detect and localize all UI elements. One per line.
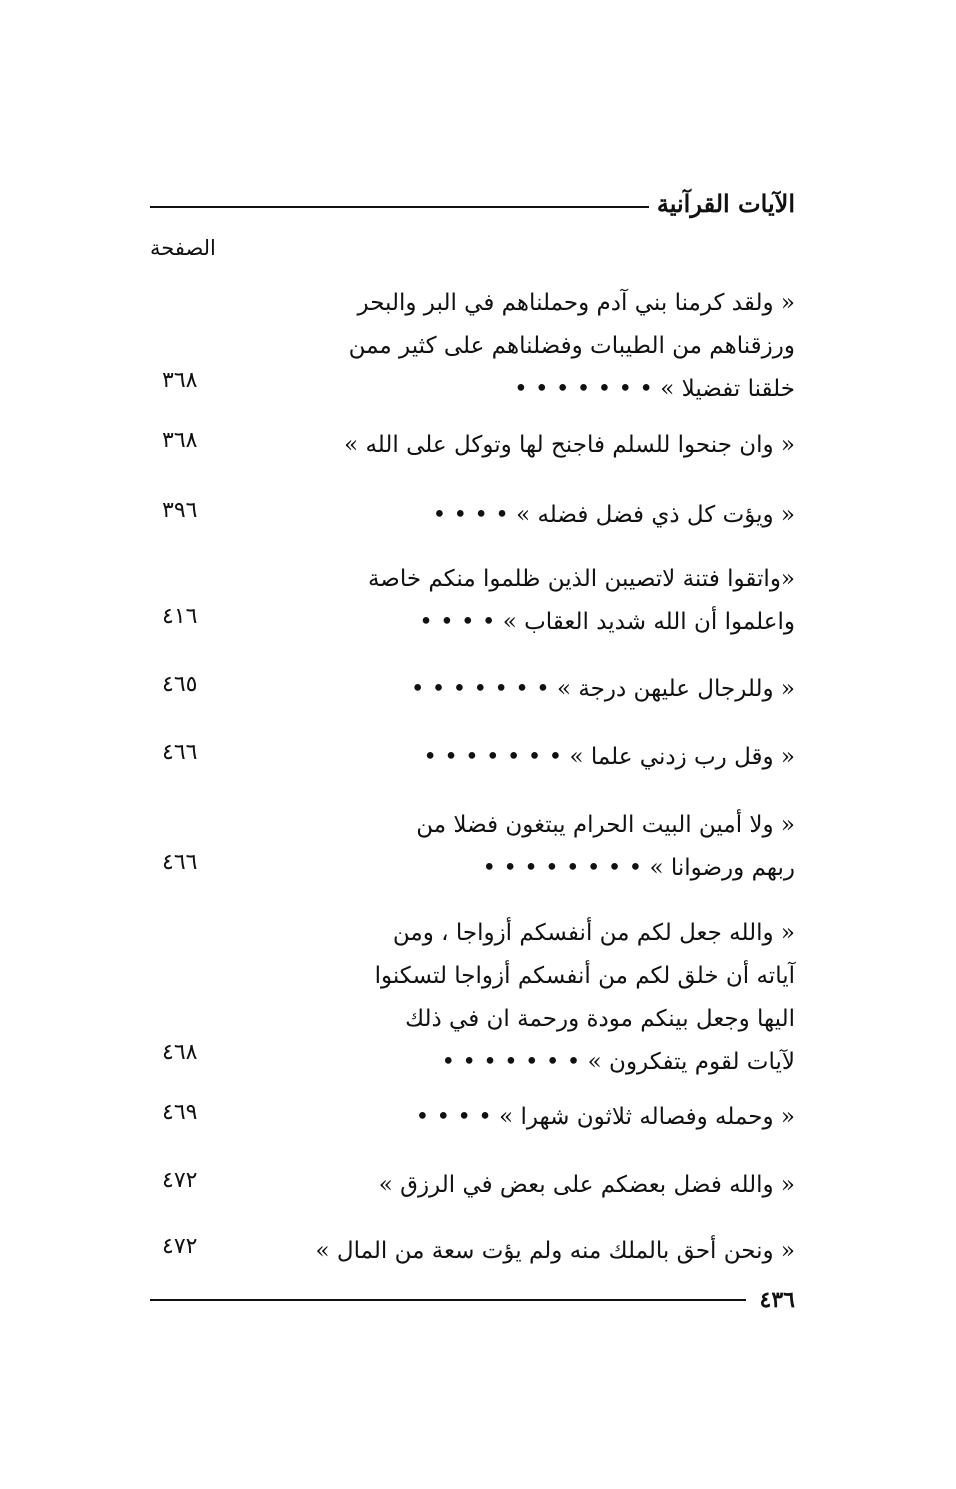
header-rule: [150, 206, 649, 208]
page-footer: [150, 1285, 795, 1315]
verse-line: « ونحن أحق بالملك منه ولم يؤت سعة من المال »: [315, 1238, 795, 1264]
verse-text: [348, 282, 795, 411]
page-number: ٤٧٢: [162, 1234, 198, 1259]
page-number: ٤٦٦: [162, 850, 198, 875]
verse-text: [363, 494, 795, 537]
verse-text: [363, 912, 795, 1084]
verse-text: [363, 1164, 795, 1207]
verse-line: اليها وجعل بينكم مودة ورحمة ان في ذلك: [405, 1006, 795, 1032]
verse-line: لآيات لقوم يتفكرون » • • • • • • •: [441, 1049, 795, 1075]
header-title: الآيات القرآنية: [656, 189, 795, 218]
verse-text: [363, 804, 795, 890]
page-number: ٤١٦: [162, 604, 198, 629]
verse-line: « وحمله وفصاله ثلاثون شهرا » • • • •: [415, 1104, 795, 1130]
folio-page-number: ٤٣٦: [759, 1287, 795, 1313]
page-number: ٣٦٨: [162, 368, 198, 393]
verse-line: « والله فضل بعضكم على بعض في الرزق »: [378, 1172, 795, 1198]
verse-text: [344, 424, 795, 467]
verse-text: [363, 668, 795, 711]
verse-text: [363, 736, 795, 779]
verse-text: [315, 1230, 795, 1273]
verse-line: آياته أن خلق لكم من أنفسكم أزواجا لتسكنوا: [374, 963, 795, 989]
verse-line: واعلموا أن الله شديد العقاب » • • • •: [419, 609, 795, 635]
verse-line: « وقل رب زدني علما » • • • • • • •: [423, 744, 795, 770]
footer-rule: [150, 1299, 746, 1301]
verse-line: خلقنا تفضيلا » • • • • • • •: [514, 376, 795, 402]
page-number: ٤٦٥: [162, 672, 198, 697]
page-number: ٤٧٢: [162, 1168, 198, 1193]
verse-text: [363, 558, 795, 644]
verse-line: « والله جعل لكم من أنفسكم أزواجا ، ومن: [392, 920, 795, 946]
verse-line: « وان جنحوا للسلم فاجنح لها وتوكل على الله »: [344, 432, 795, 458]
page-number: ٤٦٨: [162, 1040, 198, 1065]
page-number: ٤٦٩: [162, 1100, 198, 1125]
verse-line: « ولقد كرمنا بني آدم وحملناهم في البر والبحر: [357, 290, 795, 316]
page-number: ٣٩٦: [162, 498, 198, 523]
verse-line: ربهم ورضوانا » • • • • • • • •: [482, 855, 795, 881]
page-number: ٣٦٨: [162, 428, 198, 453]
verse-line: « ويؤت كل ذي فضل فضله » • • • •: [432, 502, 795, 528]
verse-line: « ولا أمين البيت الحرام يبتغون فضلا من: [416, 812, 795, 838]
verse-line: « وللرجال عليهن درجة » • • • • • • •: [410, 676, 795, 702]
running-header: [150, 178, 795, 218]
verse-text: [363, 1096, 795, 1139]
verse-line: ورزقناهم من الطيبات وفضلناهم على كثير ممن: [348, 333, 795, 359]
verse-line: «واتقوا فتنة لاتصيبن الذين ظلموا منكم خاصة: [367, 566, 795, 592]
page-number: ٤٦٦: [162, 740, 198, 765]
page-column-label: الصفحة: [150, 236, 216, 260]
